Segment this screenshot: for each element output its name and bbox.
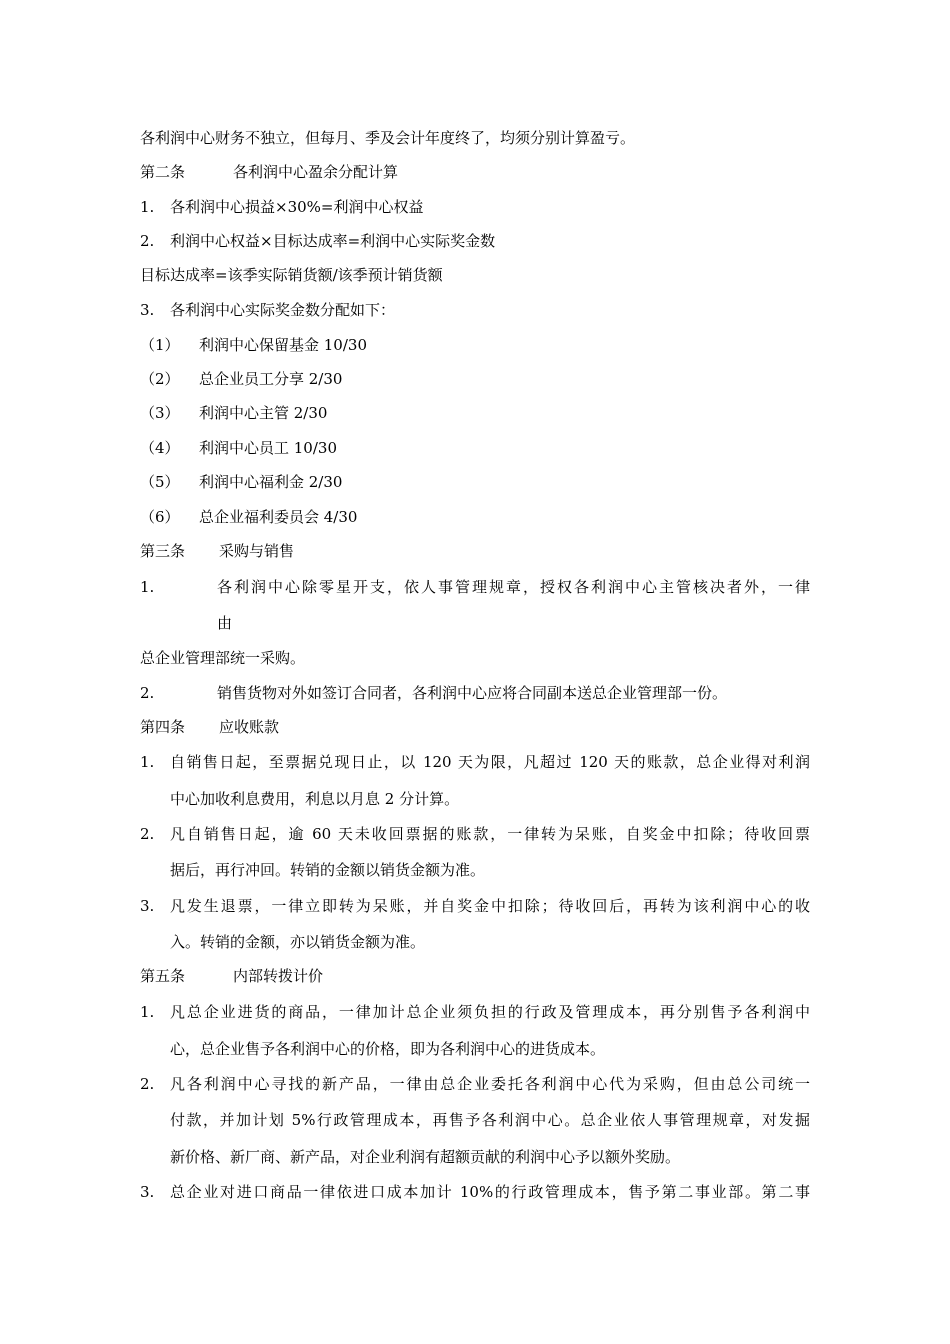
article-3-item-2-text: 销售货物对外如签订合同者，各利润中心应将合同副本送总企业管理部一份。 <box>217 684 728 702</box>
article-4-item-1-number: 1. <box>140 753 155 771</box>
article-4-item-2-line-2: 据后，再行冲回。转销的金额以销货金额为准。 <box>170 861 486 879</box>
target-rate-formula: 目标达成率=该季实际销货额/该季预计销货额 <box>140 266 443 284</box>
sub-item-text: 总企业员工分享 2/30 <box>199 370 343 388</box>
article-2-item-1-text: 各利润中心损益×30%=利润中心权益 <box>170 198 424 216</box>
sub-item-text: 利润中心员工 10/30 <box>199 439 337 457</box>
article-3-item-1-number: 1. <box>140 578 155 596</box>
article-5-item-3-number: 3. <box>140 1183 155 1201</box>
sub-item-number: （4） <box>140 439 180 457</box>
article-2-item-1-number: 1. <box>140 198 155 216</box>
sub-item-number: （5） <box>140 473 180 491</box>
intro-paragraph: 各利润中心财务不独立，但每月、季及会计年度终了，均须分别计算盈亏。 <box>140 129 636 147</box>
article-4-item-3-number: 3. <box>140 897 155 915</box>
article-5-item-1-line-2: 心，总企业售予各利润中心的价格，即为各利润中心的进货成本。 <box>170 1040 606 1058</box>
article-5-title: 内部转拨计价 <box>233 967 324 985</box>
article-5-item-1-line-1: 凡总企业进货的商品，一律加计总企业须负担的行政及管理成本，再分别售予各利润中 <box>170 1003 810 1021</box>
sub-item-text: 总企业福利委员会 4/30 <box>199 508 358 526</box>
sub-item-number: （6） <box>140 508 180 526</box>
sub-item-number: （3） <box>140 404 180 422</box>
sub-item-text: 利润中心保留基金 10/30 <box>199 336 367 354</box>
sub-item-number: （1） <box>140 336 180 354</box>
article-3-item-1-line-3: 总企业管理部统一采购。 <box>140 649 306 667</box>
article-2-item-3-number: 3. <box>140 301 155 319</box>
article-4-item-1-line-2: 中心加收利息费用，利息以月息 2 分计算。 <box>170 790 460 808</box>
sub-item-text: 利润中心福利金 2/30 <box>199 473 343 491</box>
article-4-item-3-line-2: 入。转销的金额，亦以销货金额为准。 <box>170 933 426 951</box>
article-3-item-1-line-1: 各利润中心除零星开支，依人事管理规章，授权各利润中心主管核决者外，一律 <box>217 578 810 596</box>
article-4-number: 第四条 <box>140 718 186 736</box>
article-3-item-1-line-2: 由 <box>217 614 233 632</box>
article-4-item-3-line-1: 凡发生退票，一律立即转为呆账，并自奖金中扣除；待收回后，再转为该利润中心的收 <box>170 897 810 915</box>
article-4-item-2-line-1: 凡自销售日起，逾 60 天未收回票据的账款，一律转为呆账，自奖金中扣除；待收回票 <box>170 825 810 843</box>
article-5-item-2-line-2: 付款，并加计划 5%行政管理成本，再售予各利润中心。总企业依人事管理规章，对发掘 <box>170 1111 810 1129</box>
sub-item-text: 利润中心主管 2/30 <box>199 404 328 422</box>
article-4-item-1-line-1: 自销售日起，至票据兑现日止，以 120 天为限，凡超过 120 天的账款，总企业得对利润 <box>170 753 810 771</box>
article-3-number: 第三条 <box>140 542 186 560</box>
article-4-title: 应收账款 <box>219 718 280 736</box>
article-2-number: 第二条 <box>140 163 186 181</box>
article-3-title: 采购与销售 <box>219 542 295 560</box>
article-4-item-2-number: 2. <box>140 825 155 843</box>
article-5-item-3-line-1: 总企业对进口商品一律依进口成本加计 10%的行政管理成本，售予第二事业部。第二事 <box>170 1183 810 1201</box>
article-5-item-2-line-3: 新价格、新厂商、新产品，对企业利润有超额贡献的利润中心予以额外奖励。 <box>170 1148 681 1166</box>
article-5-item-2-line-1: 凡各利润中心寻找的新产品，一律由总企业委托各利润中心代为采购，但由总公司统一 <box>170 1075 810 1093</box>
article-5-item-1-number: 1. <box>140 1003 155 1021</box>
article-5-item-2-number: 2. <box>140 1075 155 1093</box>
article-2-item-2-number: 2. <box>140 232 155 250</box>
article-2-title: 各利润中心盈余分配计算 <box>233 163 399 181</box>
article-3-item-2-number: 2. <box>140 684 155 702</box>
article-2-item-2-text: 利润中心权益×目标达成率=利润中心实际奖金数 <box>170 232 496 250</box>
sub-item-number: （2） <box>140 370 180 388</box>
article-5-number: 第五条 <box>140 967 186 985</box>
article-2-item-3-text: 各利润中心实际奖金数分配如下： <box>170 301 396 319</box>
